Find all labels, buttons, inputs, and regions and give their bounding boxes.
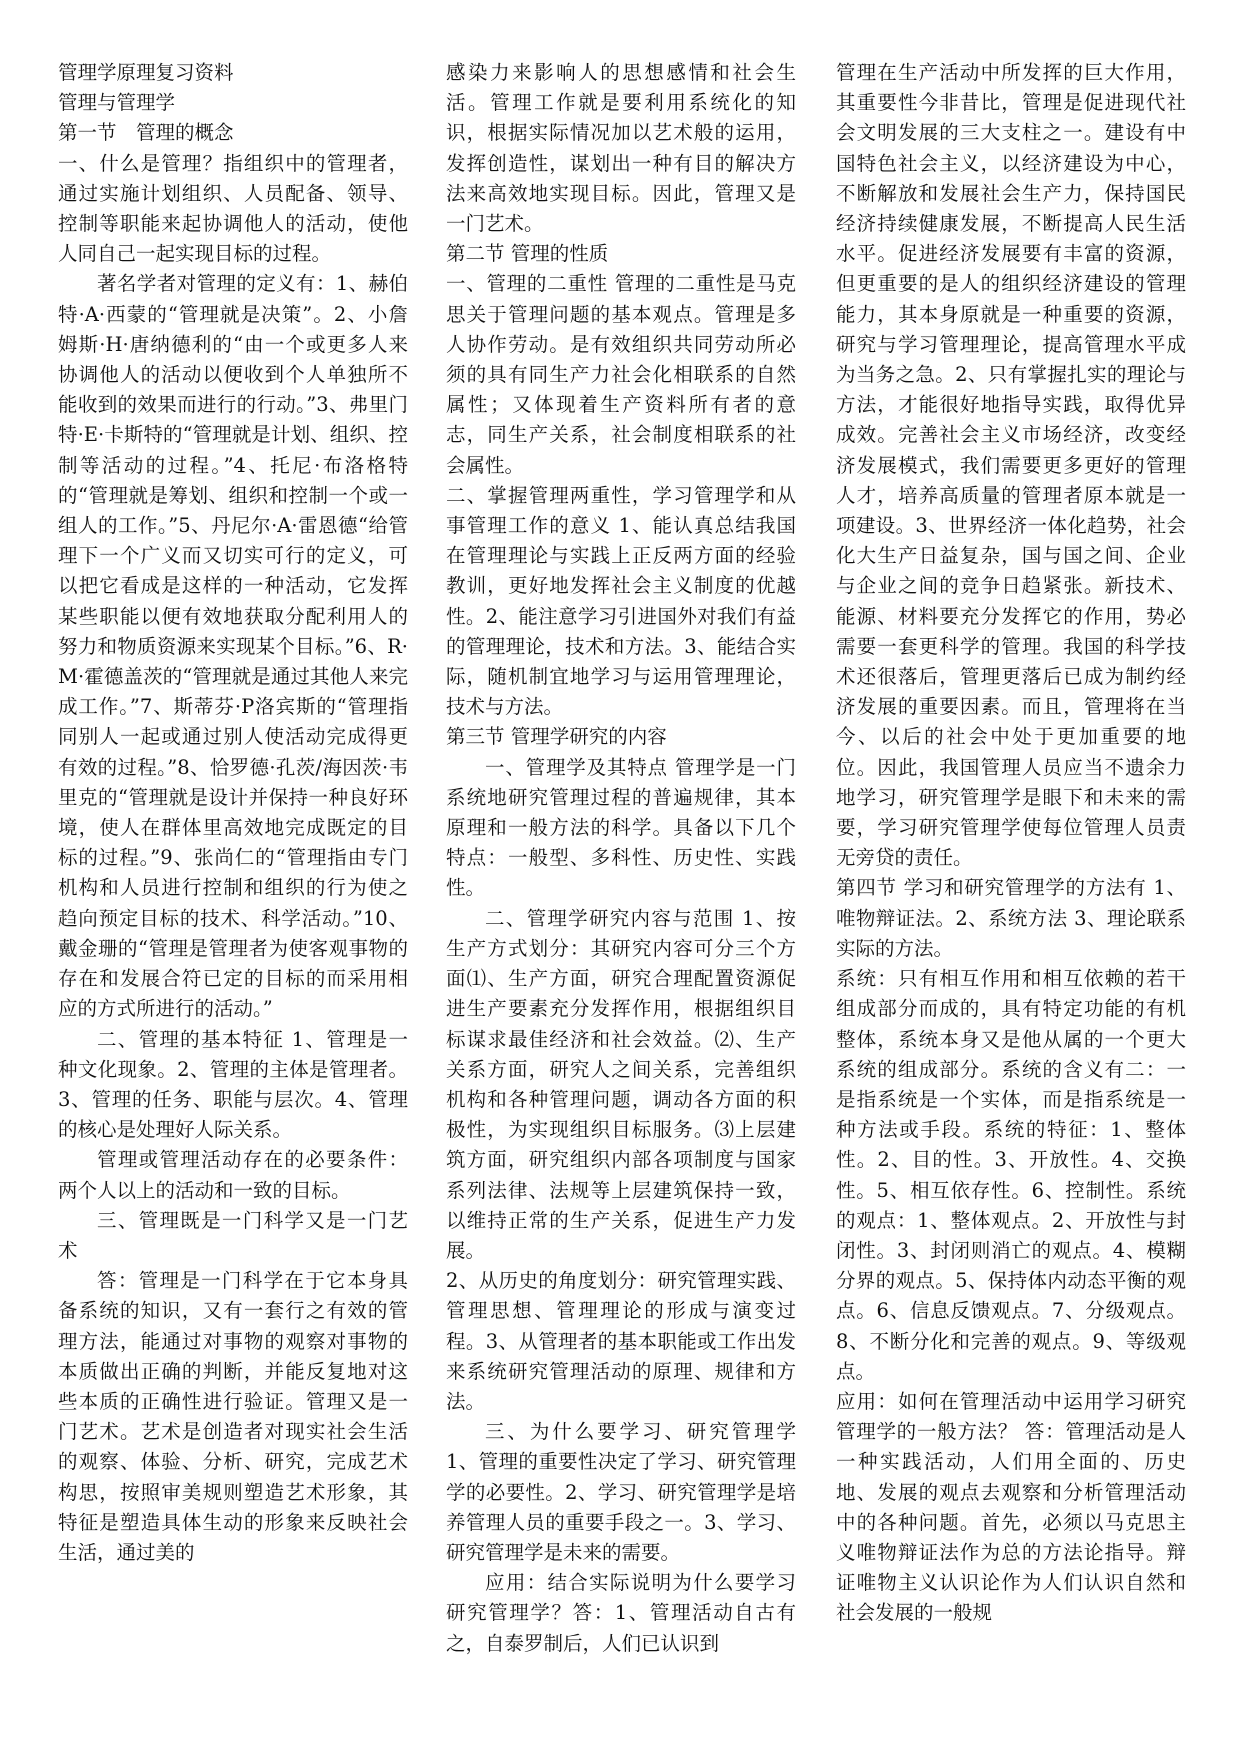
paragraph: 第四节 学习和研究管理学的方法有 1、唯物辩证法。2、系统方法 3、理论联系实际的方法。 [836, 876, 1186, 960]
paragraph: 系统：只有相互作用和相互依赖的若干组成部分而成的，具有特定功能的有机整体，系统本身又是他从属的一个更大系统的组成部分。系统的含义有二：一是指系统是一个实体，而是指系统是一种方法或手段。系统的特征：1、整体性。2、目的性。3、开放性。4、交换性。5、相互依存性。6、控制性。系统的观点：1、整体观点。2、开放性与封闭性。3、封闭则消亡的观点。4、模糊分界的观点。5、保持体内动态平衡的观点。6、信息反馈观点。7、分级观点。8、不断分化和完善的观点。9、等级观点。 [836, 967, 1186, 1383]
text-column-3 [836, 58, 1186, 1738]
paragraph: 应用：结合实际说明为什么要学习研究管理学？答：1、管理活动自古有之，自泰罗制后，人们已认识到 [446, 1571, 796, 1655]
paragraph: 管理与管理学 [58, 91, 176, 115]
paragraph: 2、从历史的角度划分：研究管理实践、管理思想、管理理论的形成与演变过程。3、从管理者的基本职能或工作出发来系统研究管理活动的原理、规律和方法。 [446, 1269, 796, 1413]
paragraph: 管理学原理复习资料 [58, 61, 234, 84]
paragraph: 第一节 管理的概念 [58, 121, 234, 145]
paragraph: 三、管理既是一门科学又是一门艺术 [58, 1208, 408, 1262]
paragraph: 管理或管理活动存在的必要条件：两个人以上的活动和一致的目标。 [58, 1148, 408, 1202]
paragraph: 著名学者对管理的定义有：1、赫伯特·A·西蒙的“管理就是决策”。2、小詹姆斯·H·唐纳德利的“由一个或更多人来协调他人的活动以便收到个人单独所不能收到的效果而进行的行动。”3、弗里门特·E·卡斯特的“管理就是计划、组织、控制等活动的过程。”4、托尼·布洛格特的“管理就是筹划、组织和控制一个或一组人的工作。”5、丹尼尔·A·雷恩德“给管理下一个广义而又切实可行的定义，可以把它看成是这样的一种活动，它发挥某些职能以便有效地获取分配利用人的努力和物质资源来实现某个目标。”6、R·M·霍德盖茨的“管理就是通过其他人来完成工作。”7、斯蒂芬·P洛宾斯的“管理指同别人一起或通过别人使活动完成得更有效的过程。”8、恰罗德·孔茨/海因茨·韦里克的“管理就是设计并保持一种良好环境，使人在群体里高效地完成既定的目标的过程。”9、张尚仁的“管理指由专门机构和人员进行控制和组织的行为使之趋向预定目标的技术、科学活动。”10、戴金珊的“管理是管理者为使客观事物的存在和发展合符已定的目标的而采用相应的方式所进行的活动。” [58, 272, 408, 1021]
paragraph: 一、什么是管理？指组织中的管理者，通过实施计划组织、人员配备、领导、控制等职能来起协调他人的活动，使他人同自己一起实现目标的过程。 [58, 151, 408, 266]
paragraph: 管理在生产活动中所发挥的巨大作用，其重要性今非昔比，管理是促进现代社会文明发展的三大支柱之一。建设有中国特色社会主义，以经济建设为中心，不断解放和发展社会生产力，保持国民经济持续健康发展，不断提高人民生活水平。促进经济发展要有丰富的资源，但更重要的是人的组织经济建设的管理能力，其本身原就是一种重要的资源，研究与学习管理理论，提高管理水平成为当务之急。2、只有掌握扎实的理论与方法，才能很好地指导实践，取得优异成效。完善社会主义市场经济，改变经济发展模式，我们需要更多更好的管理人才，培养高质量的管理者原本就是一项建设。3、世界经济一体化趋势，社会化大生产日益复杂，国与国之间、企业与企业之间的竞争日趋紧张。新技术、能源、材料要充分发挥它的作用，势必需要一套更科学的管理。我国的科学技术还很落后，管理更落后已成为制约经济发展的重要因素。而且，管理将在当今、以后的社会中处于更加重要的地位。因此，我国管理人员应当不遗余力地学习，研究管理学是眼下和未来的需要，学习研究管理学使每位管理人员责无旁贷的责任。 [836, 61, 1186, 870]
paragraph: 二、掌握管理两重性，学习管理学和从事管理工作的意义 1、能认真总结我国在管理理论与实践上正反两方面的经验教训，更好地发挥社会主义制度的优越性。2、能注意学习引进国外对我们有益的管理理论，技术和方法。3、能结合实际，随机制宜地学习与运用管理理论，技术与方法。 [446, 483, 796, 719]
paragraph: 第三节 管理学研究的内容 [446, 725, 667, 749]
text-column-1 [58, 58, 408, 1738]
text-column-2 [446, 58, 796, 1738]
paragraph: 二、管理的基本特征 1、管理是一种文化现象。2、管理的主体是管理者。3、管理的任务、职能与层次。4、管理的核心是处理好人际关系。 [58, 1027, 408, 1142]
paragraph: 感染力来影响人的思想感情和社会生活。管理工作就是要利用系统化的知识，根据实际情况加以艺术般的运用，发挥创造性，谋划出一种有目的解决方法来高效地实现目标。因此，管理又是一门艺术。 [446, 61, 796, 236]
paragraph: 三、为什么要学习、研究管理学 1、管理的重要性决定了学习、研究管理学的必要性。2、学习、研究管理学是培养管理人员的重要手段之一。3、学习、研究管理学是未来的需要。 [446, 1420, 796, 1564]
paragraph: 二、管理学研究内容与范围 1、按生产方式划分：其研究内容可分三个方面⑴、生产方面，研究合理配置资源促进生产要素充分发挥作用，根据组织目标谋求最佳经济和社会效益。⑵、生产关系方面，研究人之间关系，完善组织机构和各种管理问题，调动各方面的积极性，为实现组织目标服务。⑶上层建筑方面，研究组织内部各项制度与国家系列法律、法规等上层建筑保持一致，以维持正常的生产关系，促进生产力发展。 [446, 906, 796, 1262]
paragraph: 应用：如何在管理活动中运用学习研究管理学的一般方法？ 答：管理活动是人一种实践活动，人们用全面的、历史地、发展的观点去观察和分析管理活动中的各种问题。首先，必须以马克思主义唯物辩证法作为总的方法论指导。辩证唯物主义认识论作为人们认识自然和社会发展的一般规 [836, 1389, 1186, 1625]
paragraph: 答：管理是一门科学在于它本身具备系统的知识，又有一套行之有效的管理方法，能通过对事物的观察对事物的本质做出正确的判断，并能反复地对这些本质的正确性进行验证。管理又是一门艺术。艺术是创造者对现实社会生活的观察、体验、分析、研究，完成艺术构思，按照审美规则塑造艺术形象，其特征是塑造具体生动的形象来反映社会生活，通过美的 [58, 1269, 408, 1564]
paragraph: 第二节 管理的性质 [446, 242, 609, 266]
paragraph: 一、管理学及其特点 管理学是一门系统地研究管理过程的普遍规律，其本原理和一般方法的科学。具备以下几个特点：一般型、多科性、历史性、实践性。 [446, 755, 796, 900]
paragraph: 一、管理的二重性 管理的二重性是马克思关于管理问题的基本观点。管理是多人协作劳动。是有效组织共同劳动所必须的具有同生产力社会化相联系的自然属性；又体现着生产资料所有者的意志，同生产关系，社会制度相联系的社会属性。 [446, 272, 796, 477]
